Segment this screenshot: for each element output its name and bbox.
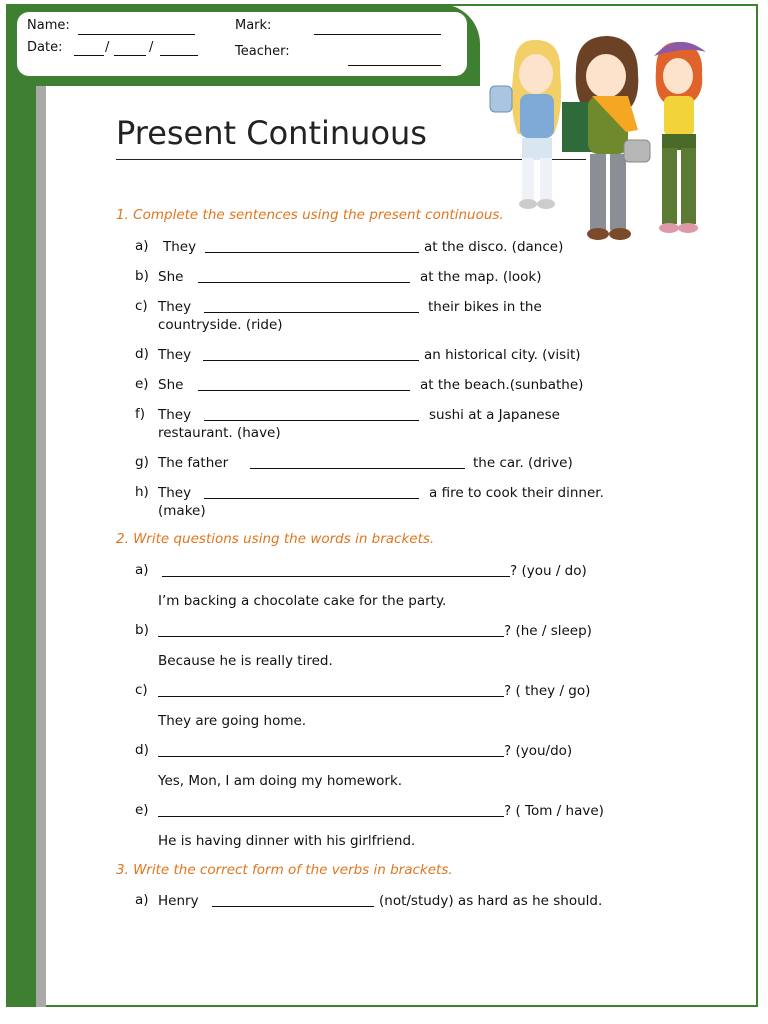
answer-blank[interactable] xyxy=(203,360,419,361)
item-letter: d) xyxy=(135,742,149,758)
item-subject: They xyxy=(158,299,192,315)
question-blank[interactable] xyxy=(162,576,510,577)
item-letter: b) xyxy=(135,268,149,284)
answer-text: I’m backing a chocolate cake for the party. xyxy=(158,593,447,609)
question-blank[interactable] xyxy=(158,696,504,697)
side-band xyxy=(6,74,38,1007)
side-band-shadow xyxy=(36,86,46,1007)
answer-blank[interactable] xyxy=(198,390,410,391)
item-letter: a) xyxy=(135,238,149,254)
item-letter: h) xyxy=(135,484,149,500)
question-cue: ? (you / do) xyxy=(510,563,587,579)
item-letter: b) xyxy=(135,622,149,638)
item-prompt: the car. (drive) xyxy=(473,455,573,471)
item-prompt: (not/study) as hard as he should. xyxy=(379,893,603,909)
item-letter: c) xyxy=(135,298,148,314)
item-prompt-continued: countryside. (ride) xyxy=(158,317,283,333)
girls-illustration xyxy=(478,30,718,250)
mark-field[interactable] xyxy=(314,34,441,35)
girl-redhead xyxy=(654,42,706,233)
question-blank[interactable] xyxy=(158,636,504,637)
answer-blank[interactable] xyxy=(204,420,419,421)
answer-blank[interactable] xyxy=(205,252,419,253)
answer-text: Because he is really tired. xyxy=(158,653,333,669)
item-letter: a) xyxy=(135,562,149,578)
date-label: Date: xyxy=(27,40,63,55)
section1-heading: 1. Complete the sentences using the present continuous. xyxy=(116,207,504,223)
girl-blonde xyxy=(490,40,561,209)
girl-brunette xyxy=(562,36,650,240)
item-subject: They xyxy=(158,407,192,423)
answer-text: Yes, Mon, I am doing my homework. xyxy=(158,773,403,789)
question-cue: ? ( Tom / have) xyxy=(504,803,604,819)
answer-blank[interactable] xyxy=(204,312,419,313)
item-prompt: sushi at a Japanese xyxy=(429,407,560,423)
answer-text: They are going home. xyxy=(158,713,307,729)
item-prompt-continued: restaurant. (have) xyxy=(158,425,281,441)
question-cue: ? ( they / go) xyxy=(504,683,591,699)
date-month-field[interactable] xyxy=(114,55,146,56)
date-year-field[interactable] xyxy=(160,55,198,56)
name-label: Name: xyxy=(27,18,70,33)
answer-blank[interactable] xyxy=(212,906,374,907)
item-prompt: an historical city. (visit) xyxy=(424,347,581,363)
question-cue: ? (you/do) xyxy=(504,743,573,759)
answer-blank[interactable] xyxy=(198,282,410,283)
item-letter: f) xyxy=(135,406,146,422)
answer-text: He is having dinner with his girlfriend. xyxy=(158,833,416,849)
item-prompt: at the map. (look) xyxy=(420,269,542,285)
section2-heading: 2. Write questions using the words in brackets. xyxy=(116,531,435,547)
teacher-label: Teacher: xyxy=(235,44,290,59)
item-prompt: a fire to cook their dinner. xyxy=(429,485,604,501)
question-blank[interactable] xyxy=(158,756,504,757)
student-info-box xyxy=(17,12,467,76)
item-letter: g) xyxy=(135,454,149,470)
item-letter: c) xyxy=(135,682,148,698)
page-title: Present Continuous xyxy=(116,114,427,152)
item-letter: a) xyxy=(135,892,149,908)
question-blank[interactable] xyxy=(158,816,504,817)
item-prompt: their bikes in the xyxy=(428,299,542,315)
teacher-field[interactable] xyxy=(348,65,441,66)
item-prompt-continued: (make) xyxy=(158,503,206,519)
item-subject: They xyxy=(158,347,192,363)
mark-label: Mark: xyxy=(235,18,272,33)
name-field[interactable] xyxy=(78,34,195,35)
item-subject: They xyxy=(163,239,197,255)
item-prompt: at the beach.(sunbathe) xyxy=(420,377,584,393)
item-subject: They xyxy=(158,485,192,501)
item-letter: e) xyxy=(135,802,149,818)
date-slash: / xyxy=(105,40,110,55)
answer-blank[interactable] xyxy=(204,498,419,499)
question-cue: ? (he / sleep) xyxy=(504,623,592,639)
item-subject: Henry xyxy=(158,893,199,909)
item-subject: The father xyxy=(158,455,229,471)
date-day-field[interactable] xyxy=(74,55,104,56)
answer-blank[interactable] xyxy=(250,468,465,469)
item-subject: She xyxy=(158,269,184,285)
date-slash: / xyxy=(149,40,154,55)
item-subject: She xyxy=(158,377,184,393)
item-prompt: at the disco. (dance) xyxy=(424,239,564,255)
section3-heading: 3. Write the correct form of the verbs in brackets. xyxy=(116,862,453,878)
item-letter: d) xyxy=(135,346,149,362)
item-letter: e) xyxy=(135,376,149,392)
